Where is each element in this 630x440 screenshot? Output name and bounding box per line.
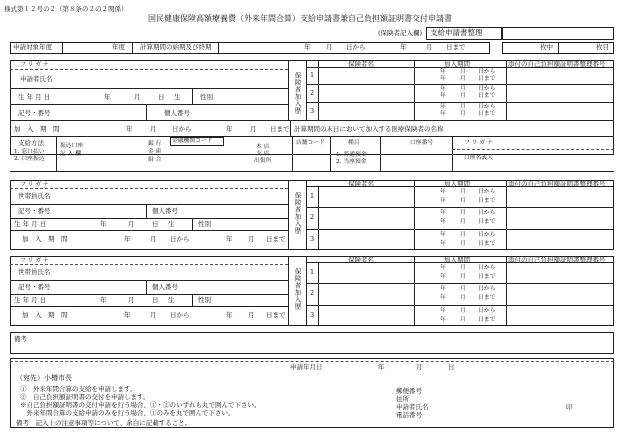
receipt-number-field[interactable] xyxy=(502,27,614,40)
period-row xyxy=(10,42,490,54)
year-label: 年度 xyxy=(112,43,125,51)
bank-label: 銀 行 xyxy=(148,141,162,147)
enroll-m2: 月 xyxy=(250,125,257,133)
hh2-name-label: 世帯員氏名 xyxy=(18,268,51,276)
hh1-p2-to: 日まで xyxy=(478,219,496,225)
hh1-p3-m-a: 月 xyxy=(460,232,466,238)
insurer-row-2: 2 xyxy=(310,89,315,97)
hh1-enroll-m2: 月 xyxy=(248,235,255,243)
hh1-p2-y-b: 年 xyxy=(440,219,446,225)
hh1-cert-header: 添付の自己負担額証明書整理番号 xyxy=(508,180,606,188)
p3-from: 日から xyxy=(478,104,496,110)
hh1-p3-y-b: 年 xyxy=(440,241,446,247)
hh1-p1-m-a: 月 xyxy=(460,189,466,195)
hh2-p3-y-a: 年 xyxy=(440,308,446,314)
applicant-birth-d: 日 xyxy=(158,93,165,101)
p3-m-b: 月 xyxy=(460,111,466,117)
hh1-name-label: 世帯員氏名 xyxy=(18,192,51,200)
hh1-p2-m-b: 月 xyxy=(460,219,466,225)
note-1: ① 外来年間合算の支給を申請します。 xyxy=(20,385,137,393)
p2-y-a: 年 xyxy=(440,86,446,92)
applicant-personal-no-label: 個人番号 xyxy=(164,109,190,117)
remarks-box[interactable] xyxy=(10,332,614,354)
period-m1: 月 xyxy=(326,43,333,51)
enroll-y1: 年 xyxy=(126,125,133,133)
hh2-furigana: フ リ ガ ナ xyxy=(20,258,49,264)
hh2-p3-from: 日から xyxy=(478,308,496,314)
hh1-enroll-y1: 年 xyxy=(124,235,131,243)
account-type-label: 種目 xyxy=(348,140,360,146)
p2-m-a: 月 xyxy=(460,86,466,92)
hh2-row-3: 3 xyxy=(310,311,315,319)
hh1-p2-m-a: 月 xyxy=(460,210,466,216)
hh1-birth-suffix: 生 xyxy=(168,220,175,228)
enroll-from: 日から xyxy=(172,125,192,133)
p3-y-a: 年 xyxy=(440,104,446,110)
period-to: 日まで xyxy=(446,43,466,51)
hh1-p2-y-a: 年 xyxy=(440,210,446,216)
hh2-p1-to: 日まで xyxy=(478,274,496,280)
holder-furigana-label: フ リ ガ ナ xyxy=(464,140,493,146)
hh2-enroll-y1: 年 xyxy=(124,311,131,319)
note-2: ② 自己負担額証明書の交付を申請します。 xyxy=(20,393,150,401)
p1-m-a: 月 xyxy=(460,69,466,75)
hh1-enroll-m1: 月 xyxy=(150,235,157,243)
footnote: 備考 記入上の注意事項等について、余白に記載すること。 xyxy=(16,419,192,427)
hh1-sex-label: 性別 xyxy=(198,220,211,228)
hh1-p3-from: 日から xyxy=(478,232,496,238)
hh2-p3-to: 日まで xyxy=(478,317,496,323)
entry-field-label: 記 入 欄 xyxy=(60,151,82,157)
hh1-p3-to: 日まで xyxy=(478,241,496,247)
hh2-p2-y-a: 年 xyxy=(440,286,446,292)
hh2-p3-y-b: 年 xyxy=(440,317,446,323)
insurer-fill-note: (保険者記入欄) xyxy=(378,29,423,37)
p2-y-b: 年 xyxy=(440,93,446,99)
final-insurer-label: 計算期間の末日において加入する医療保険者の名称 xyxy=(294,125,444,133)
inst-code-label: 金融機関コード xyxy=(172,138,213,144)
period-y1: 年 xyxy=(304,43,311,51)
hh2-p1-m-a: 月 xyxy=(460,265,466,271)
receipt-label: 支給申請書整理 xyxy=(430,28,483,37)
applicant-symbol-label: 記号・番号 xyxy=(18,109,51,117)
sheets-total: 枚中 xyxy=(540,43,553,51)
account-type-1: 1. 普通預金 xyxy=(336,152,367,158)
hh2-row-1: 1 xyxy=(310,268,315,276)
hh1-p3-m-b: 月 xyxy=(460,241,466,247)
kinko-label: 金 庫 xyxy=(148,149,162,155)
p1-y-a: 年 xyxy=(440,69,446,75)
hh2-p3-m-b: 月 xyxy=(460,317,466,323)
hh2-enroll-m1: 月 xyxy=(150,311,157,319)
hh2-enroll-m2: 月 xyxy=(248,311,255,319)
applicant-sex-label: 性別 xyxy=(200,93,213,101)
applicant-birth-label: 生 年 月 日 xyxy=(18,93,51,101)
hh1-personal-no-label: 個人番号 xyxy=(152,207,178,215)
hh2-birth-m: 月 xyxy=(128,296,135,304)
hh2-p2-m-a: 月 xyxy=(460,286,466,292)
hh2-p1-y-b: 年 xyxy=(440,274,446,280)
p3-m-a: 月 xyxy=(460,104,466,110)
form-number: 様式第１２号の２（第８条の２の２関係） xyxy=(4,5,128,13)
hh1-enroll-label: 加 入 期 間 xyxy=(22,235,68,243)
hh1-birth-y: 年 xyxy=(100,220,107,228)
p2-from: 日から xyxy=(478,86,496,92)
payment-method-1: 1. 窓口払い xyxy=(14,149,45,155)
phone-label: 電話番号 xyxy=(396,411,422,419)
hh1-p1-y-b: 年 xyxy=(440,198,446,204)
hh2-enroll-y2: 年 xyxy=(226,311,233,319)
applicant-birth-suffix: 生 xyxy=(174,93,181,101)
p2-to: 日まで xyxy=(478,93,496,99)
hh1-furigana: フ リ ガ ナ xyxy=(20,182,49,188)
account-holder-label: 口座名義人 xyxy=(464,155,493,161)
hh2-enroll-to: 日まで xyxy=(266,311,286,319)
remarks-label: 備考 xyxy=(14,335,27,343)
applicant-furigana: フ リ ガ ナ xyxy=(20,62,49,68)
note-3: ※自己負担額証明書の交付申請を行う場合、①・②のいずれも丸で囲んで下さい。 xyxy=(20,401,261,409)
hh1-p1-to: 日まで xyxy=(478,198,496,204)
hh1-birth-d: 日 xyxy=(152,220,159,228)
p3-to: 日まで xyxy=(478,111,496,117)
account-type-2: 2. 当座預金 xyxy=(336,159,367,165)
hh1-p1-from: 日から xyxy=(478,189,496,195)
hh1-enroll-y2: 年 xyxy=(226,235,233,243)
hh2-personal-no-label: 個人番号 xyxy=(152,283,178,291)
seal-mark: 印 xyxy=(566,403,573,411)
hh2-birth-d: 日 xyxy=(152,296,159,304)
account-number-label: 口座番号 xyxy=(410,140,434,146)
hh2-symbol-label: 記号・番号 xyxy=(18,283,51,291)
address-label: 住所 xyxy=(396,395,409,403)
form-title: 国民健康保険高額療養費（外来年間合算）支給申請書兼自己負担額証明書交付申請書 xyxy=(148,14,452,23)
hh2-p1-m-b: 月 xyxy=(460,274,466,280)
hh2-birth-y: 年 xyxy=(100,296,107,304)
postal-code-label: 郵便番号 xyxy=(396,387,422,395)
hh2-sex-label: 性別 xyxy=(198,296,211,304)
enroll-to: 日まで xyxy=(270,125,290,133)
cert-number-header: 添付の自己負担額証明書整理番号 xyxy=(508,60,606,68)
hh1-row-2: 2 xyxy=(310,213,315,221)
apply-date-label: 申請年月日 xyxy=(290,363,323,371)
p1-from: 日から xyxy=(478,69,496,75)
p2-m-b: 月 xyxy=(460,93,466,99)
hh1-birth-label: 生 年 月 日 xyxy=(14,220,47,228)
sheet-number: 枚目 xyxy=(596,43,609,51)
hh1-enroll-to: 日まで xyxy=(266,235,286,243)
applicant-birth-m: 月 xyxy=(134,93,141,101)
period-y2: 年 xyxy=(400,43,407,51)
hh2-p2-m-b: 月 xyxy=(460,295,466,301)
kumiai-label: 組 合 xyxy=(148,157,162,163)
applicant-insurer-history-label: 保険者加入歴 xyxy=(293,72,302,114)
hh2-p2-from: 日から xyxy=(478,286,496,292)
hh1-insurer-name-header: 保険者名 xyxy=(348,180,374,188)
period-label: 計算期間の始期及び終期 xyxy=(140,43,212,51)
hh2-enroll-label: 加 入 期 間 xyxy=(22,311,68,319)
hh2-period-header: 加入期間 xyxy=(444,256,470,264)
hh1-p1-y-a: 年 xyxy=(440,189,446,195)
hh2-p3-m-a: 月 xyxy=(460,308,466,314)
target-year-label: 申請対象年度 xyxy=(13,43,52,51)
hh2-row-2: 2 xyxy=(310,289,315,297)
hh2-p2-y-b: 年 xyxy=(440,295,446,301)
p1-m-b: 月 xyxy=(460,76,466,82)
hh2-p1-from: 日から xyxy=(478,265,496,271)
deposit-account-label: 振込口座 xyxy=(60,143,84,149)
hh1-row-1: 1 xyxy=(310,192,315,200)
payment-method-2: 2. 口座振込 xyxy=(14,156,45,162)
hh2-p1-y-a: 年 xyxy=(440,265,446,271)
hh2-birth-label: 生 年 月 日 xyxy=(14,296,47,304)
hh1-insurer-history-label: 保険者加入歴 xyxy=(293,192,302,234)
apply-date-m: 月 xyxy=(416,363,423,371)
hh2-birth-suffix: 生 xyxy=(168,296,175,304)
applicant-name-label: 申請者氏名 xyxy=(20,75,53,83)
period-m2: 月 xyxy=(426,43,433,51)
hh1-period-header: 加入期間 xyxy=(444,180,470,188)
hh1-p2-from: 日から xyxy=(478,210,496,216)
hh2-insurer-name-header: 保険者名 xyxy=(348,256,374,264)
hh1-p3-y-a: 年 xyxy=(440,232,446,238)
apply-date-y: 年 xyxy=(378,363,385,371)
hh2-insurer-history-label: 保険者加入歴 xyxy=(293,268,302,310)
hh1-p1-m-b: 月 xyxy=(460,198,466,204)
branch-code-label: 店舗コード xyxy=(296,140,325,146)
hh1-symbol-label: 記号・番号 xyxy=(18,207,51,215)
note-4: 外来年間合算の支給申請のみを行う場合、①のみを丸で囲んで下さい。 xyxy=(20,409,235,417)
period-from: 日から xyxy=(346,43,366,51)
applicant-enroll-label: 加 入 期 間 xyxy=(14,125,60,133)
insurer-row-3: 3 xyxy=(310,107,315,115)
hh2-cert-header: 添付の自己負担額証明書整理番号 xyxy=(508,256,606,264)
enroll-period-header: 加入期間 xyxy=(444,60,470,68)
addressee: （宛先）小樽市長 xyxy=(16,374,72,382)
apply-date-d: 日 xyxy=(448,363,455,371)
applicant-birth-y: 年 xyxy=(104,93,111,101)
insurer-row-1: 1 xyxy=(310,71,315,79)
hh2-p2-to: 日まで xyxy=(478,295,496,301)
head-office-label: 本 店 xyxy=(256,144,270,150)
enroll-m1: 月 xyxy=(150,125,157,133)
enroll-y2: 年 xyxy=(226,125,233,133)
payment-method-label: 支給方法 xyxy=(18,139,44,147)
hh1-row-3: 3 xyxy=(310,235,315,243)
hh1-birth-m: 月 xyxy=(128,220,135,228)
hh2-enroll-from: 日から xyxy=(170,311,190,319)
branch-label: 支 店 xyxy=(256,151,270,157)
p3-y-b: 年 xyxy=(440,111,446,117)
hh1-enroll-from: 日から xyxy=(170,235,190,243)
p1-y-b: 年 xyxy=(440,76,446,82)
outlet-label: 出張所 xyxy=(254,158,272,164)
insurer-name-header: 保険者名 xyxy=(348,60,374,68)
applicant-name-field-label: 申請者氏名 xyxy=(396,403,429,411)
p1-to: 日まで xyxy=(478,76,496,82)
